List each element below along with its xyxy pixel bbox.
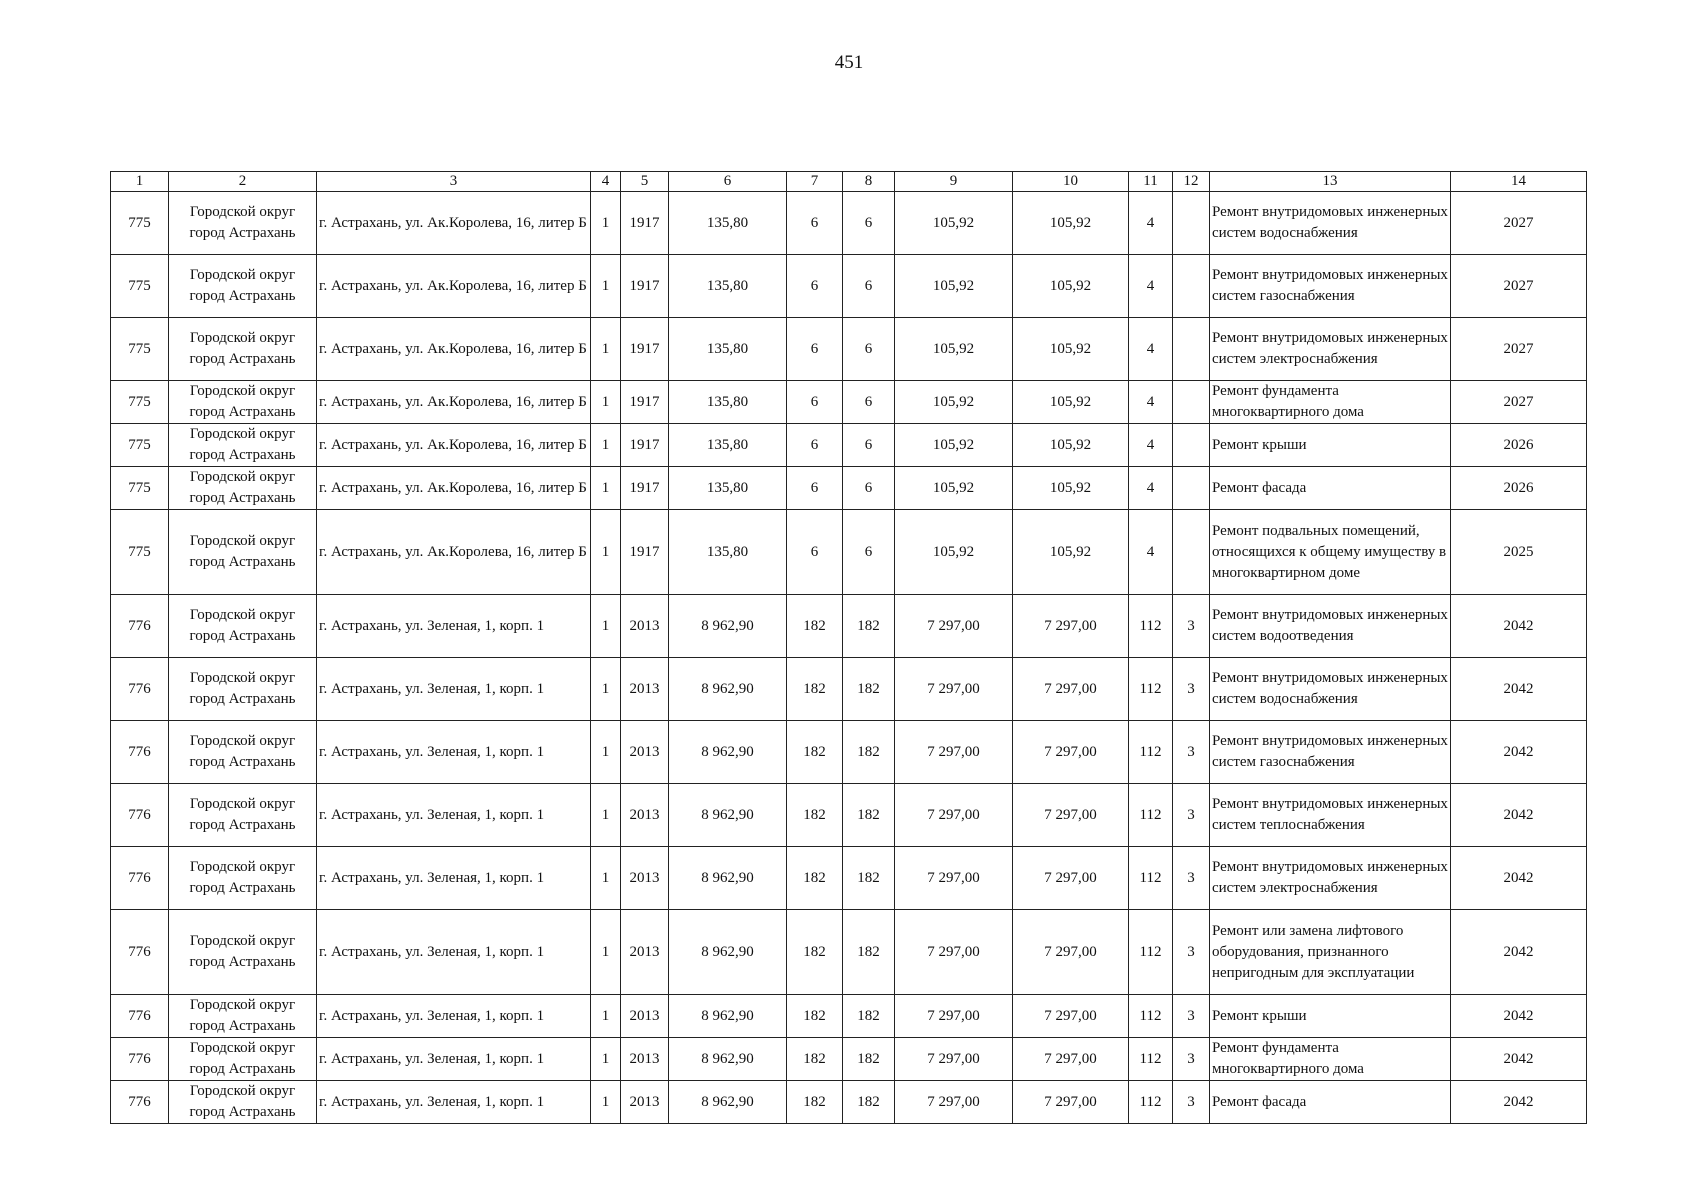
- col10-cell: 7 297,00: [1013, 910, 1129, 995]
- col12-cell: [1173, 467, 1210, 510]
- col11-cell: 4: [1129, 318, 1173, 381]
- work-type-cell: Ремонт фундамента многоквартирного дома: [1210, 381, 1451, 424]
- planned-year-cell: 2025: [1451, 510, 1587, 595]
- col12-cell: 3: [1173, 658, 1210, 721]
- year-built-cell: 1917: [621, 510, 669, 595]
- work-type-cell: Ремонт внутридомовых инженерных систем теплоснабжения: [1210, 784, 1451, 847]
- col8-cell: 6: [843, 424, 895, 467]
- column-header: 10: [1013, 172, 1129, 192]
- total-area-cell: 135,80: [669, 424, 787, 467]
- row-number-cell: 775: [111, 510, 169, 595]
- col11-cell: 4: [1129, 467, 1173, 510]
- table-row: [111, 510, 1587, 595]
- year-built-cell: 2013: [621, 784, 669, 847]
- col10-cell: 7 297,00: [1013, 847, 1129, 910]
- col9-cell: 105,92: [895, 381, 1013, 424]
- table-row: [111, 192, 1587, 255]
- col8-cell: 6: [843, 510, 895, 595]
- planned-year-cell: 2042: [1451, 784, 1587, 847]
- col11-cell: 4: [1129, 255, 1173, 318]
- table-row: [111, 381, 1587, 424]
- col8-cell: 182: [843, 1038, 895, 1081]
- planned-year-cell: 2042: [1451, 1081, 1587, 1124]
- municipality-cell: Городской округ город Астрахань: [169, 192, 317, 255]
- col7-cell: 6: [787, 424, 843, 467]
- col12-cell: [1173, 192, 1210, 255]
- col4-cell: 1: [591, 995, 621, 1038]
- col7-cell: 6: [787, 318, 843, 381]
- col9-cell: 7 297,00: [895, 784, 1013, 847]
- col8-cell: 6: [843, 467, 895, 510]
- work-type-cell: Ремонт крыши: [1210, 995, 1451, 1038]
- planned-year-cell: 2026: [1451, 467, 1587, 510]
- municipality-cell: Городской округ город Астрахань: [169, 995, 317, 1038]
- year-built-cell: 1917: [621, 381, 669, 424]
- municipality-cell: Городской округ город Астрахань: [169, 721, 317, 784]
- col10-cell: 105,92: [1013, 510, 1129, 595]
- planned-year-cell: 2027: [1451, 381, 1587, 424]
- column-header: 7: [787, 172, 843, 192]
- column-header: 11: [1129, 172, 1173, 192]
- row-number-cell: 775: [111, 192, 169, 255]
- col4-cell: 1: [591, 318, 621, 381]
- row-number-cell: 776: [111, 658, 169, 721]
- total-area-cell: 8 962,90: [669, 658, 787, 721]
- table-body: [111, 192, 1587, 1124]
- year-built-cell: 2013: [621, 1038, 669, 1081]
- col7-cell: 182: [787, 847, 843, 910]
- col8-cell: 6: [843, 381, 895, 424]
- row-number-cell: 775: [111, 424, 169, 467]
- col10-cell: 7 297,00: [1013, 995, 1129, 1038]
- col7-cell: 182: [787, 995, 843, 1038]
- col10-cell: 7 297,00: [1013, 784, 1129, 847]
- municipality-cell: Городской округ город Астрахань: [169, 1081, 317, 1124]
- municipality-cell: Городской округ город Астрахань: [169, 658, 317, 721]
- row-number-cell: 775: [111, 318, 169, 381]
- col7-cell: 182: [787, 658, 843, 721]
- col9-cell: 7 297,00: [895, 595, 1013, 658]
- year-built-cell: 2013: [621, 847, 669, 910]
- col7-cell: 182: [787, 784, 843, 847]
- col9-cell: 7 297,00: [895, 1038, 1013, 1081]
- row-number-cell: 776: [111, 847, 169, 910]
- address-cell: г. Астрахань, ул. Зеленая, 1, корп. 1: [317, 595, 591, 658]
- col12-cell: [1173, 255, 1210, 318]
- table-row: [111, 255, 1587, 318]
- address-cell: г. Астрахань, ул. Ак.Королева, 16, литер Б: [317, 255, 591, 318]
- col7-cell: 6: [787, 467, 843, 510]
- col4-cell: 1: [591, 784, 621, 847]
- col4-cell: 1: [591, 510, 621, 595]
- planned-year-cell: 2042: [1451, 658, 1587, 721]
- year-built-cell: 1917: [621, 467, 669, 510]
- col9-cell: 105,92: [895, 255, 1013, 318]
- col7-cell: 182: [787, 1081, 843, 1124]
- col8-cell: 6: [843, 255, 895, 318]
- municipality-cell: Городской округ город Астрахань: [169, 424, 317, 467]
- col11-cell: 4: [1129, 424, 1173, 467]
- column-header: 4: [591, 172, 621, 192]
- col8-cell: 182: [843, 995, 895, 1038]
- col8-cell: 182: [843, 910, 895, 995]
- column-header: 5: [621, 172, 669, 192]
- work-type-cell: Ремонт внутридомовых инженерных систем водоснабжения: [1210, 192, 1451, 255]
- work-type-cell: Ремонт внутридомовых инженерных систем газоснабжения: [1210, 721, 1451, 784]
- col10-cell: 105,92: [1013, 255, 1129, 318]
- year-built-cell: 2013: [621, 1081, 669, 1124]
- address-cell: г. Астрахань, ул. Ак.Королева, 16, литер Б: [317, 424, 591, 467]
- work-type-cell: Ремонт или замена лифтового оборудования, признанного непригодным для эксплуатации: [1210, 910, 1451, 995]
- col9-cell: 7 297,00: [895, 910, 1013, 995]
- column-header: 13: [1210, 172, 1451, 192]
- col10-cell: 7 297,00: [1013, 721, 1129, 784]
- planned-year-cell: 2042: [1451, 910, 1587, 995]
- table-row: [111, 318, 1587, 381]
- municipality-cell: Городской округ город Астрахань: [169, 784, 317, 847]
- col8-cell: 182: [843, 1081, 895, 1124]
- col11-cell: 4: [1129, 381, 1173, 424]
- col11-cell: 4: [1129, 192, 1173, 255]
- total-area-cell: 8 962,90: [669, 721, 787, 784]
- col7-cell: 6: [787, 192, 843, 255]
- col9-cell: 7 297,00: [895, 658, 1013, 721]
- total-area-cell: 8 962,90: [669, 995, 787, 1038]
- address-cell: г. Астрахань, ул. Зеленая, 1, корп. 1: [317, 1038, 591, 1081]
- table-row: [111, 658, 1587, 721]
- row-number-cell: 776: [111, 595, 169, 658]
- column-header: 6: [669, 172, 787, 192]
- column-header: 9: [895, 172, 1013, 192]
- col11-cell: 112: [1129, 784, 1173, 847]
- col12-cell: 3: [1173, 847, 1210, 910]
- col9-cell: 105,92: [895, 467, 1013, 510]
- column-header: 3: [317, 172, 591, 192]
- col12-cell: 3: [1173, 1081, 1210, 1124]
- municipality-cell: Городской округ город Астрахань: [169, 255, 317, 318]
- municipality-cell: Городской округ город Астрахань: [169, 467, 317, 510]
- col10-cell: 7 297,00: [1013, 595, 1129, 658]
- col10-cell: 7 297,00: [1013, 658, 1129, 721]
- col11-cell: 112: [1129, 910, 1173, 995]
- address-cell: г. Астрахань, ул. Ак.Королева, 16, литер Б: [317, 381, 591, 424]
- col12-cell: 3: [1173, 910, 1210, 995]
- planned-year-cell: 2027: [1451, 318, 1587, 381]
- col12-cell: [1173, 318, 1210, 381]
- col10-cell: 7 297,00: [1013, 1038, 1129, 1081]
- total-area-cell: 135,80: [669, 318, 787, 381]
- work-type-cell: Ремонт внутридомовых инженерных систем водоотведения: [1210, 595, 1451, 658]
- planned-year-cell: 2042: [1451, 595, 1587, 658]
- col4-cell: 1: [591, 658, 621, 721]
- col10-cell: 7 297,00: [1013, 1081, 1129, 1124]
- col10-cell: 105,92: [1013, 318, 1129, 381]
- col7-cell: 182: [787, 910, 843, 995]
- work-type-cell: Ремонт внутридомовых инженерных систем электроснабжения: [1210, 847, 1451, 910]
- col9-cell: 7 297,00: [895, 721, 1013, 784]
- work-type-cell: Ремонт внутридомовых инженерных систем электроснабжения: [1210, 318, 1451, 381]
- col11-cell: 112: [1129, 658, 1173, 721]
- address-cell: г. Астрахань, ул. Ак.Королева, 16, литер Б: [317, 318, 591, 381]
- total-area-cell: 135,80: [669, 255, 787, 318]
- year-built-cell: 1917: [621, 424, 669, 467]
- col8-cell: 6: [843, 318, 895, 381]
- col10-cell: 105,92: [1013, 381, 1129, 424]
- header-row: [111, 172, 1587, 192]
- col4-cell: 1: [591, 1081, 621, 1124]
- col7-cell: 182: [787, 1038, 843, 1081]
- planned-year-cell: 2042: [1451, 847, 1587, 910]
- col4-cell: 1: [591, 467, 621, 510]
- work-type-cell: Ремонт подвальных помещений, относящихся к общему имуществу в многоквартирном доме: [1210, 510, 1451, 595]
- col9-cell: 105,92: [895, 424, 1013, 467]
- total-area-cell: 135,80: [669, 510, 787, 595]
- row-number-cell: 776: [111, 721, 169, 784]
- municipality-cell: Городской округ город Астрахань: [169, 847, 317, 910]
- year-built-cell: 1917: [621, 318, 669, 381]
- table-row: [111, 467, 1587, 510]
- col4-cell: 1: [591, 255, 621, 318]
- planned-year-cell: 2042: [1451, 721, 1587, 784]
- column-header: 1: [111, 172, 169, 192]
- address-cell: г. Астрахань, ул. Зеленая, 1, корп. 1: [317, 721, 591, 784]
- row-number-cell: 776: [111, 784, 169, 847]
- work-type-cell: Ремонт внутридомовых инженерных систем газоснабжения: [1210, 255, 1451, 318]
- col8-cell: 182: [843, 595, 895, 658]
- address-cell: г. Астрахань, ул. Зеленая, 1, корп. 1: [317, 784, 591, 847]
- page-number: 451: [834, 52, 864, 73]
- municipality-cell: Городской округ город Астрахань: [169, 1038, 317, 1081]
- table-row: [111, 995, 1587, 1038]
- col12-cell: 3: [1173, 995, 1210, 1038]
- col12-cell: [1173, 381, 1210, 424]
- col8-cell: 182: [843, 658, 895, 721]
- col11-cell: 4: [1129, 510, 1173, 595]
- total-area-cell: 8 962,90: [669, 595, 787, 658]
- planned-year-cell: 2027: [1451, 192, 1587, 255]
- planned-year-cell: 2042: [1451, 1038, 1587, 1081]
- col7-cell: 6: [787, 510, 843, 595]
- col12-cell: 3: [1173, 595, 1210, 658]
- year-built-cell: 2013: [621, 995, 669, 1038]
- col8-cell: 182: [843, 847, 895, 910]
- address-cell: г. Астрахань, ул. Ак.Королева, 16, литер Б: [317, 510, 591, 595]
- col9-cell: 7 297,00: [895, 1081, 1013, 1124]
- col10-cell: 105,92: [1013, 467, 1129, 510]
- address-cell: г. Астрахань, ул. Зеленая, 1, корп. 1: [317, 995, 591, 1038]
- col12-cell: [1173, 424, 1210, 467]
- column-header: 2: [169, 172, 317, 192]
- planned-year-cell: 2027: [1451, 255, 1587, 318]
- address-cell: г. Астрахань, ул. Ак.Королева, 16, литер Б: [317, 467, 591, 510]
- col11-cell: 112: [1129, 595, 1173, 658]
- row-number-cell: 776: [111, 1081, 169, 1124]
- row-number-cell: 775: [111, 255, 169, 318]
- total-area-cell: 8 962,90: [669, 1081, 787, 1124]
- work-type-cell: Ремонт внутридомовых инженерных систем водоснабжения: [1210, 658, 1451, 721]
- col4-cell: 1: [591, 1038, 621, 1081]
- col9-cell: 7 297,00: [895, 847, 1013, 910]
- address-cell: г. Астрахань, ул. Ак.Королева, 16, литер Б: [317, 192, 591, 255]
- year-built-cell: 2013: [621, 658, 669, 721]
- col7-cell: 182: [787, 721, 843, 784]
- table-row: [111, 847, 1587, 910]
- col4-cell: 1: [591, 595, 621, 658]
- col9-cell: 105,92: [895, 510, 1013, 595]
- column-header: 8: [843, 172, 895, 192]
- col12-cell: 3: [1173, 1038, 1210, 1081]
- address-cell: г. Астрахань, ул. Зеленая, 1, корп. 1: [317, 910, 591, 995]
- col4-cell: 1: [591, 424, 621, 467]
- col11-cell: 112: [1129, 721, 1173, 784]
- row-number-cell: 776: [111, 910, 169, 995]
- col11-cell: 112: [1129, 1081, 1173, 1124]
- work-type-cell: Ремонт фундамента многоквартирного дома: [1210, 1038, 1451, 1081]
- planned-year-cell: 2026: [1451, 424, 1587, 467]
- table-row: [111, 784, 1587, 847]
- year-built-cell: 2013: [621, 595, 669, 658]
- planned-year-cell: 2042: [1451, 995, 1587, 1038]
- col4-cell: 1: [591, 847, 621, 910]
- col4-cell: 1: [591, 192, 621, 255]
- table-row: [111, 424, 1587, 467]
- total-area-cell: 8 962,90: [669, 784, 787, 847]
- table-row: [111, 1081, 1587, 1124]
- table-row: [111, 595, 1587, 658]
- table-row: [111, 721, 1587, 784]
- work-type-cell: Ремонт крыши: [1210, 424, 1451, 467]
- total-area-cell: 8 962,90: [669, 910, 787, 995]
- col11-cell: 112: [1129, 995, 1173, 1038]
- col8-cell: 182: [843, 784, 895, 847]
- total-area-cell: 135,80: [669, 467, 787, 510]
- work-type-cell: Ремонт фасада: [1210, 467, 1451, 510]
- table-row: [111, 910, 1587, 995]
- municipality-cell: Городской округ город Астрахань: [169, 910, 317, 995]
- row-number-cell: 776: [111, 995, 169, 1038]
- address-cell: г. Астрахань, ул. Зеленая, 1, корп. 1: [317, 658, 591, 721]
- col10-cell: 105,92: [1013, 424, 1129, 467]
- col4-cell: 1: [591, 381, 621, 424]
- col4-cell: 1: [591, 910, 621, 995]
- col12-cell: 3: [1173, 784, 1210, 847]
- column-header: 12: [1173, 172, 1210, 192]
- col4-cell: 1: [591, 721, 621, 784]
- col9-cell: 7 297,00: [895, 995, 1013, 1038]
- municipality-cell: Городской округ город Астрахань: [169, 381, 317, 424]
- total-area-cell: 135,80: [669, 192, 787, 255]
- col8-cell: 6: [843, 192, 895, 255]
- total-area-cell: 8 962,90: [669, 1038, 787, 1081]
- municipality-cell: Городской округ город Астрахань: [169, 510, 317, 595]
- col8-cell: 182: [843, 721, 895, 784]
- year-built-cell: 1917: [621, 255, 669, 318]
- municipality-cell: Городской округ город Астрахань: [169, 318, 317, 381]
- col11-cell: 112: [1129, 847, 1173, 910]
- col9-cell: 105,92: [895, 192, 1013, 255]
- year-built-cell: 1917: [621, 192, 669, 255]
- row-number-cell: 775: [111, 467, 169, 510]
- address-cell: г. Астрахань, ул. Зеленая, 1, корп. 1: [317, 1081, 591, 1124]
- col7-cell: 182: [787, 595, 843, 658]
- registry-table: [110, 171, 1587, 1124]
- col12-cell: 3: [1173, 721, 1210, 784]
- municipality-cell: Городской округ город Астрахань: [169, 595, 317, 658]
- column-header: 14: [1451, 172, 1587, 192]
- col7-cell: 6: [787, 381, 843, 424]
- col10-cell: 105,92: [1013, 192, 1129, 255]
- total-area-cell: 8 962,90: [669, 847, 787, 910]
- row-number-cell: 776: [111, 1038, 169, 1081]
- work-type-cell: Ремонт фасада: [1210, 1081, 1451, 1124]
- year-built-cell: 2013: [621, 721, 669, 784]
- col12-cell: [1173, 510, 1210, 595]
- table-row: [111, 1038, 1587, 1081]
- year-built-cell: 2013: [621, 910, 669, 995]
- col9-cell: 105,92: [895, 318, 1013, 381]
- row-number-cell: 775: [111, 381, 169, 424]
- col11-cell: 112: [1129, 1038, 1173, 1081]
- col7-cell: 6: [787, 255, 843, 318]
- address-cell: г. Астрахань, ул. Зеленая, 1, корп. 1: [317, 847, 591, 910]
- total-area-cell: 135,80: [669, 381, 787, 424]
